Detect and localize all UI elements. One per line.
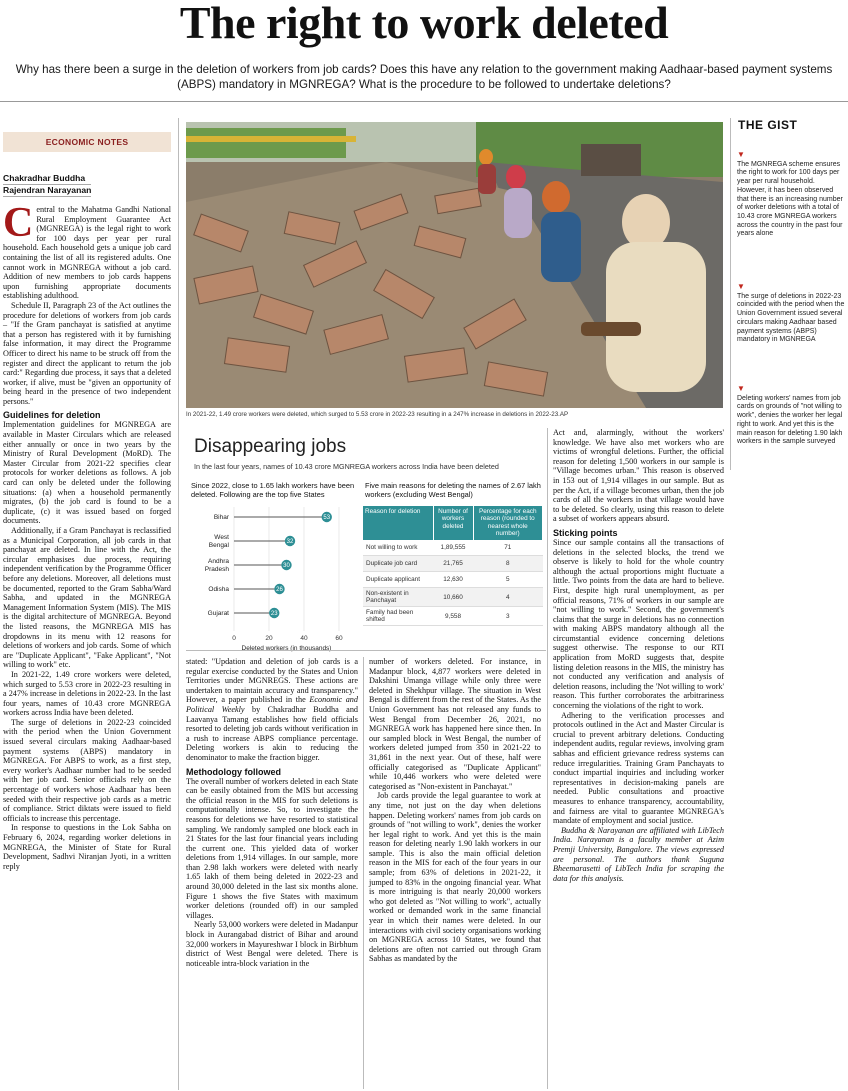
category-label: Bihar [213, 514, 229, 521]
table-cell: 1,89,555 [433, 540, 473, 556]
lead-paragraph: Central to the Mahatma Gandhi National Rural Employment Guarantee Act (MGNREGA) is the legal right to work for 100 days per year per rural household. Each household gets a unique job card containing the list of all its registered adults. One cannot work in MGNREGA without a job card. Addition of new members to job cards happens upon furnishing appropriate documents establishing adulthood. [3, 200, 171, 301]
paragraph: Act and, alarmingly, without the workers' knowledge. We have also met workers who are victims of wrongful deletions. Further, the official reason for deleting 1,500 workers in our sample is "Village becomes urban." This reason is observed in 153 out of 1,914 villages in our sample. But as per the Act, if a village becomes urban, then the job cards of all the workers in that village would have to be deleted. So clearly, using this reason to delete a subset of workers appears absurd. [553, 428, 724, 524]
table-row [363, 607, 543, 626]
table-cell: 5 [473, 572, 543, 588]
table-cell: 9,558 [433, 607, 473, 626]
x-tick-label: 20 [265, 635, 273, 642]
table-cell: Not willing to work [363, 540, 433, 556]
photo-illustration [186, 122, 723, 408]
reasons-table [363, 506, 543, 626]
category-label: Odisha [208, 586, 229, 593]
paragraph: stated: "Updation and deletion of job cards is a regular exercise conducted by the States and Union Territories under MGNREGS. These actions are undertaken to maintain accuracy and transparency." However, a paper published in the Economic and Political Weekly by Chakradhar Buddha and Laavanya Tamang establishes how field officials resorted to deleting job cards without verification in a rush to increase ABPS compliance percentage. Deleting workers is akin to reducing the denominator to make the fraction bigger. [186, 657, 359, 762]
table-cell: 21,765 [433, 556, 473, 572]
author-name: Rajendran Narayanan [3, 185, 92, 195]
chart-box-bottom-rule [186, 650, 546, 651]
deck: Why has there been a surge in the deletion of workers from job cards? Does this have any relation to the government making Aadhaar-based payment systems (ABPS) mandatory in MGNREGA? What is the procedure to be followed to undertake deletions? [15, 63, 833, 91]
header-rule [0, 101, 848, 102]
article-column-1 [3, 200, 171, 1089]
table-cell: 3 [473, 607, 543, 626]
x-tick-label: 0 [232, 635, 236, 642]
photo-caption: In 2021-22, 1.49 crore workers were deleted, which surged to 5.53 crore in 2022-23 resulting in a 247% increase in deletions in 2022-23.AP [186, 411, 569, 418]
article-column-2 [186, 657, 358, 1089]
paragraph: Adhering to the verification processes and protocols outlined in the Act and Master Circular is crucial to prevent arbitrary deletions. Conducting independent audits, regular reviews, involving gram sabhas and efficient grievance redress systems can reduce irregularities. Training Gram Panchayats to conduct impartial inquiries and including worker representatives in decision-making panels are needed. Public consultations and proactive measures to enhance transparency, accountability, and fairness are vital to guarantee MGNREGA's mandate of employment and social justice. [553, 710, 724, 826]
data-label: 23 [270, 611, 278, 618]
subhead: Sticking points [553, 527, 618, 538]
publication-name: Economic and Political Weekly [186, 695, 358, 714]
table-cell: Duplicate applicant [363, 572, 433, 588]
category-label: Andhra [208, 558, 229, 565]
chart-title: Disappearing jobs [194, 436, 347, 457]
x-axis-label: Deleted workers (in thousands) [241, 645, 332, 652]
table-panel-title: Five main reasons for deleting the names of 2.67 lakh workers (excluding West Bengal) [365, 481, 541, 499]
author-note: Buddha & Narayanan are affiliated with LibTech India. Narayanan is a faculty member at Azim Premji University, Bangalore. The views expressed are personal. The authors thank Suguna Bheemarasetti of LibTech India for scraping the data for this analysis. [553, 825, 724, 883]
column-divider [363, 657, 364, 1089]
gist-item: ▼ Deleting workers' names from job cards on grounds of "not willing to work", denies the worker her legal right to work. And yet this is the main reason for deleting 1.90 lakh workers in the sample surveyed [737, 385, 845, 447]
table-cell: 10,660 [433, 588, 473, 607]
table-cell: 8 [473, 556, 543, 572]
paragraph: The overall number of workers deleted in each State can be easily obtained from the MIS but accessing the official reason in the MIS for such deletions is computationally intense. So, to investigate the reasons for deletions we have resorted to statistical sampling. We randomly sampled one block each in 21 States for the last four financial years including the current one. This yielded data of worker deletions from 1,914 villages. In our sample, more than 2.98 lakh workers were deleted with nearly 1.65 lakh of them being deleted in 2022-23 and around 30,000 deleted in the last six months alone. Figure 1 shows the five States with maximum worker deletions (rounded off) in our sampled villages. [186, 776, 358, 920]
headline: The right to work deleted [179, 0, 669, 48]
paragraph: Additionally, if a Gram Panchayat is reclassified as a Municipal Corporation, all job cards in that panchayat are deleted. In line with the Act, the circular emphasises due process, requiring independent verification by the Programme Officer before any deletions. Moreover, all deletions must be documented, reported to the Gram Sabha/Ward Sabha, and updated in the MGNREGA Management Information System (MIS). The MIS is the digital architecture of MGNREGA. Beyond the listed reasons, the MGNREGA MIS has dropdowns in its menu with 12 reasons for deletions of workers and job cards. Some of which are "Duplicate Applicant", "Fake Applicant", "Not willing to work" etc. [3, 526, 171, 670]
bar-chart-svg [189, 503, 359, 652]
section-label: ECONOMIC NOTES [3, 132, 171, 152]
paragraph: The surge of deletions in 2022-23 coincided with the period when the Union Government issued several circulars making Aadhaar-based payment systems (ABPS) mandatory in MGNREGA. For ABPS to work, as a first step, every worker's Aadhaar number had to be seeded with her job card. Senior officials rely on the percentage of workers whose Aadhaar has been seeded with their respective job cards as a metric of compliance. Strict diktats were issued to field officials to increase this percentage. [3, 717, 171, 823]
table-header: Reason for deletion [363, 506, 433, 540]
table-row [363, 556, 543, 572]
gist-item: ▼ The MGNREGA scheme ensures the right to work for 100 days per year per rural household. However, it has been observed that there is an increasing number of worker deletions with a total of 10.43 crore MGNREGA workers across the country in the past four years alone [737, 151, 845, 239]
subhead: Guidelines for deletion [3, 410, 101, 421]
subhead: Methodology followed [186, 766, 281, 777]
category-label: Pradesh [204, 566, 229, 573]
reasons-table-wrap [363, 506, 543, 626]
paragraph: Job cards provide the legal guarantee to work at any time, not just on the day when deletions happen. Deleting workers' names from job cards on grounds of "not willing to work", denies the worker her legal right to work. And yet this is the main reason for deleting nearly 1.90 lakh workers in our sample. This is also the main official deletion reason in the MIS for each of the four years in our sample; from 63% of deletions in 2021-22, it jumped to 83% in the ongoing financial year. What is more intriguing is that nearly 20,000 workers who got deleted as "Not willing to work", actually worked or demanded work in the same financial year in which their names were deleted. In our interactions with civil society organisations working on MGNREGA across 10 States, we found that deletions are often not carried out through Gram Sabhas as mandated by the [369, 791, 541, 964]
triangle-bullet-icon: ▼ [737, 384, 745, 393]
table-row [363, 540, 543, 556]
table-row [363, 572, 543, 588]
category-label: Bengal [208, 542, 229, 549]
article-photo [186, 122, 723, 408]
triangle-bullet-icon: ▼ [737, 150, 745, 159]
table-header-row [363, 506, 543, 540]
x-tick-label: 60 [335, 635, 343, 642]
gist-item: ▼ The surge of deletions in 2022-23 coincided with the period when the Union Government issued several circulars making Aadhaar based payment systems (ABPS) mandatory in MGNREGA [737, 282, 845, 344]
data-label: 53 [323, 515, 331, 522]
triangle-bullet-icon: ▼ [737, 282, 745, 291]
table-header: Percentage for each reason (rounded to nearest whole number) [473, 506, 543, 540]
dropcap: C [3, 200, 34, 246]
table-cell: Family had been shifted [363, 607, 433, 626]
paragraph: In response to questions in the Lok Sabha on February 6, 2024, regarding worker deletions in MGNREGA, the Minister of State for Rural Development, Sadhvi Niranjan Jyoti, in a written reply [3, 823, 171, 871]
article-column-4 [553, 428, 724, 1089]
table-header: Number of workers deleted [433, 506, 473, 540]
data-label: 26 [276, 587, 283, 594]
table-cell: Duplicate job card [363, 556, 433, 572]
data-label: 32 [286, 539, 294, 546]
paragraph: Implementation guidelines for MGNREGA are available in Master Circulars which are released either annually or once in two years by the Ministry of Rural Development (MoRD). The Master Circular from 2021-22 specifies clear protocols for worker deletions as follows. A job card can only be deleted under the following situations: (a) when a household permanently migrates, (b) the job card is found to be a duplicate, (c) it was issued based on forged documents. [3, 420, 171, 526]
paragraph: number of workers deleted. For instance, in Madanpur block, 4,877 workers were deleted in Dakshini Umanga village while only three were deleted in Shekhpur village. The situation in West Bengal is different from the rest of the States. As the Union Government has not released any funds to West Bengal from December 26, 2021, no MGNREGA work has happened here since then. In our sampled block in West Bengal, the number of workers deleted jumped from 350 in 2021-22 to 31,861 in the next year. Out of these, half were officially categorised as "Duplicate Applicant" while 10,446 workers who were deleted were categorised as "Non-existent in Panchayat." [369, 657, 541, 791]
table-cell: 71 [473, 540, 543, 556]
table-row [363, 588, 543, 607]
byline [3, 173, 91, 197]
author-name: Chakradhar Buddha [3, 173, 91, 185]
table-cell: 4 [473, 588, 543, 607]
paragraph: In 2021-22, 1.49 crore workers were deleted, which surged to 5.53 crore in 2022-23 resulting in a 247% increase in deletions in 2022-23. In the last four years, names of 10.43 crore MGNREGA workers across India have been deleted. [3, 669, 171, 718]
paragraph: Nearly 53,000 workers were deleted in Madanpur block in Aurangabad district of Bihar and around 32,000 workers in Mayureshwar I block in Birbhum district of West Bengal were deleted. There is noticeable intra-block variation in the [186, 920, 358, 968]
paragraph: Schedule II, Paragraph 23 of the Act outlines the procedure for deletions of workers from job cards – "If the Gram panchayat is satisfied at anytime that a person has registered with it by furnishing false information, it may direct the Programme Officer to direct his name to be struck off from the register and direct the applicant to return the job card:" Regarding due process, it says that a deleted worker, if alive, must be "given an opportunity of being heard in the presence of two independent persons." [3, 300, 171, 406]
article-column-3 [369, 657, 541, 1089]
paragraph: Since our sample contains all the transactions of deletions in the selected blocks, the trend we observe is likely to hold for the whole country although the actual proportions might fluctuate a little. Two points from the data are hard to believe. First, despite high rural unemployment, as per official reasons, 71% of workers in our sample are "not willing to work." Second, the government's claims that the surge in deletions has no connection with making ABPS mandatory although all the circumstantial evidence concerning deletions suggest otherwise. The response to our RTI application from MoRD suggests that, despite listing deletion reasons in the MIS, the ministry has not conducted any verification and analysis of deletion reasons, including the 'Not willing to work' reason. This further corroborates the arbitrariness concerning the violations of the right to work. [553, 537, 724, 711]
chart-subtitle: In the last four years, names of 10.43 crore MGNREGA workers across India have been deleted [194, 462, 499, 471]
category-label: Gujarat [207, 610, 229, 617]
table-cell: 12,630 [433, 572, 473, 588]
column-divider [547, 428, 548, 1089]
gist-title: THE GIST [738, 118, 798, 132]
category-label: West [214, 534, 229, 541]
gist-divider [730, 118, 731, 470]
bar-panel-title: Since 2022, close to 1.65 lakh workers have been deleted. Following are the top five States [191, 481, 355, 499]
x-tick-label: 40 [300, 635, 308, 642]
table-cell: Non-existent in Panchayat [363, 588, 433, 607]
column-divider [178, 118, 179, 1090]
data-label: 30 [283, 563, 290, 570]
bar-chart [189, 503, 359, 652]
